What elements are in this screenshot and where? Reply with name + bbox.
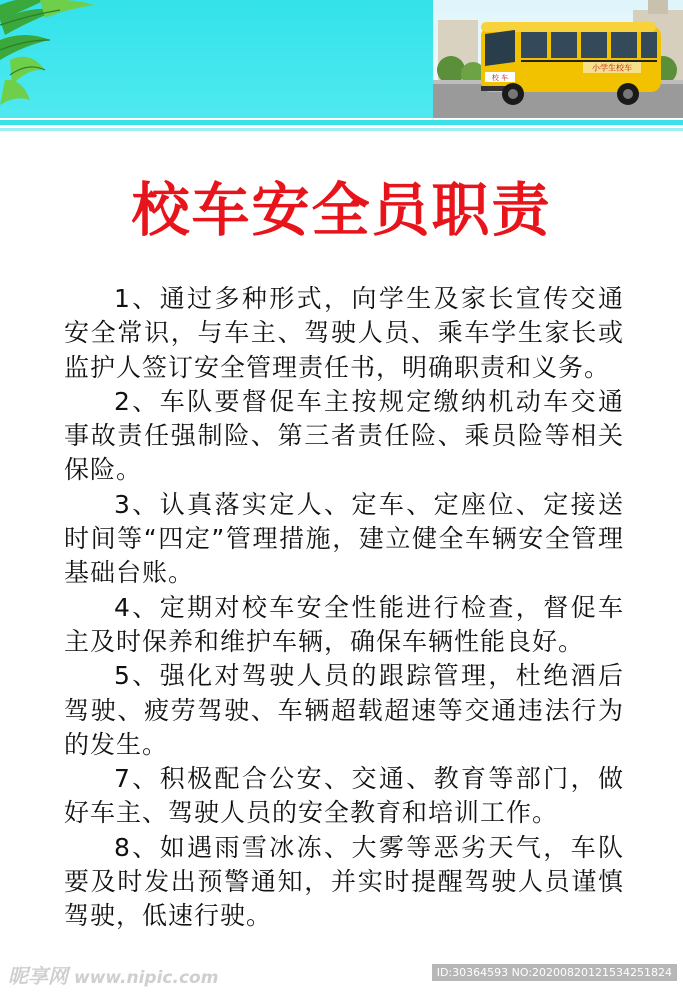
bus-side-sign: 小学生校车 xyxy=(592,63,632,73)
duty-item-4: 4、定期对校车安全性能进行检查，督促车主及时保养和维护车辆，确保车辆性能良好。 xyxy=(64,592,624,656)
duty-item-7: 7、积极配合公安、交通、教育等部门，做好车主、驾驶人员的安全教育和培训工作。 xyxy=(64,764,624,828)
school-bus-photo xyxy=(433,0,683,118)
palm-leaf-icon xyxy=(0,0,110,110)
watermark-logo-text: 昵享网 xyxy=(8,964,68,988)
duty-item-3: 3、认真落实定人、定车、定座位、定接送时间等“四定”管理措施，建立健全车辆安全管理基础台账。 xyxy=(64,489,624,588)
duty-item-8: 8、如遇雨雪冰冻、大雾等恶劣天气，车队要及时发出预警通知，并实时提醒驾驶人员谨慎驾驶，低速行驶。 xyxy=(64,832,624,931)
watermark-id: ID:30364593 NO:20200820121534251824 xyxy=(432,964,677,981)
header-divider-light xyxy=(0,128,683,131)
duty-item-5: 5、强化对驾驶人员的跟踪管理，杜绝酒后驾驶、疲劳驾驶、车辆超载超速等交通违法行为的发生。 xyxy=(64,661,624,759)
duty-item-1: 1、通过多种形式，向学生及家长宣传交通安全常识，与车主、驾驶人员、乘车学生家长或监护人签订安全管理责任书，明确职责和义务。 xyxy=(64,284,624,382)
watermark-url: www.nipic.com xyxy=(74,968,219,988)
duties-list xyxy=(64,282,624,934)
header-divider xyxy=(0,120,683,125)
bus-front-label: 校 车 xyxy=(491,74,509,82)
page-title: 校车安全员职责 xyxy=(131,176,552,244)
duty-item-2: 2、车队要督促车主按规定缴纳机动车交通事故责任强制险、第三者责任险、乘员险等相关保险。 xyxy=(64,386,624,485)
watermark-logo xyxy=(8,960,218,989)
school-bus-icon xyxy=(433,0,683,118)
